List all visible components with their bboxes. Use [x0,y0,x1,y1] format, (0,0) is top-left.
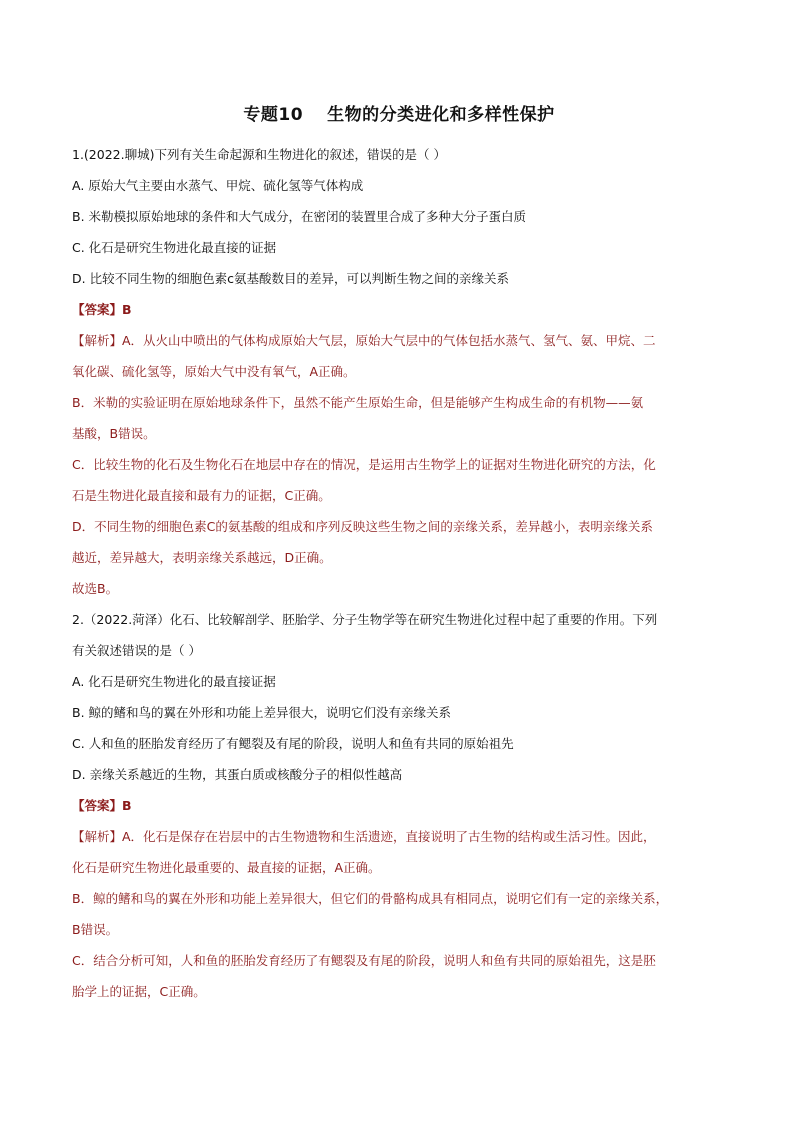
question-1-analysis-line: C．比较生物的化石及生物化石在地层中存在的情况，是运用古生物学上的证据对生物进化研究的方法，化 [72,457,656,472]
question-1-option-a: A. 原始大气主要由水蒸气、甲烷、硫化氢等气体构成 [72,178,364,193]
question-2-analysis-line: 化石是研究生物进化最重要的、最直接的证据，A正确。 [72,860,381,875]
question-2-answer: 【答案】B [72,798,132,813]
question-1-analysis-line: D．不同生物的细胞色素C的氨基酸的组成和序列反映这些生物之间的亲缘关系，差异越小，表明亲缘关系 [72,519,653,534]
question-1 [72,139,726,604]
question-1-option-b: B. 米勒模拟原始地球的条件和大气成分，在密闭的装置里合成了多种大分子蛋白质 [72,209,527,224]
question-2-analysis-line: B．鲸的鳍和鸟的翼在外形和功能上差异很大，但它们的骨骼构成具有相同点，说明它们有一定的亲缘关系， [72,891,669,906]
title-topic-number: 专题10 [243,105,304,125]
question-1-analysis-line: B．米勒的实验证明在原始地球条件下，虽然不能产生原始生命，但是能够产生构成生命的有机物——氨 [72,395,644,410]
title-topic-name: 生物的分类进化和多样性保护 [327,105,555,125]
document-page [72,100,726,1007]
question-2-analysis-line: 胎学上的证据，C正确。 [72,984,206,999]
question-1-analysis-line: 【解析】A．从火山中喷出的气体构成原始大气层，原始大气层中的气体包括水蒸气、氢气、氨、甲烷、二 [72,333,656,348]
question-1-analysis-line: 石是生物进化最直接和最有力的证据，C正确。 [72,488,331,503]
question-1-option-d: D. 比较不同生物的细胞色素c氨基酸数目的差异，可以判断生物之间的亲缘关系 [72,271,509,286]
question-2-stem: 2.（2022.菏泽）化石、比较解剖学、胚胎学、分子生物学等在研究生物进化过程中起了重要的作用。下列 [72,612,658,627]
question-1-analysis-line: 越近，差异越大，表明亲缘关系越远，D正确。 [72,550,332,565]
question-1-option-c: C. 化石是研究生物进化最直接的证据 [72,240,277,255]
question-1-stem: 1.(2022.聊城)下列有关生命起源和生物进化的叙述，错误的是（ ） [72,147,446,162]
question-2-option-a: A. 化石是研究生物进化的最直接证据 [72,674,276,689]
question-2 [72,604,726,1007]
page-title [72,100,726,125]
question-2-analysis-line: 【解析】A．化石是保存在岩层中的古生物遗物和生活遗迹，直接说明了古生物的结构或生活习性。因此， [72,829,656,844]
question-2-option-b: B. 鲸的鳍和鸟的翼在外形和功能上差异很大，说明它们没有亲缘关系 [72,705,452,720]
question-2-option-c: C. 人和鱼的胚胎发育经历了有鳃裂及有尾的阶段，说明人和鱼有共同的原始祖先 [72,736,514,751]
question-1-answer: 【答案】B [72,302,132,317]
question-2-stem: 有关叙述错误的是（ ） [72,643,201,658]
question-2-analysis-line: B错误。 [72,922,119,937]
question-1-conclusion: 故选B。 [72,581,119,596]
question-2-analysis-line: C．结合分析可知，人和鱼的胚胎发育经历了有鳃裂及有尾的阶段，说明人和鱼有共同的原始祖先，这是胚 [72,953,656,968]
question-2-option-d: D. 亲缘关系越近的生物，其蛋白质或核酸分子的相似性越高 [72,767,403,782]
question-1-analysis-line: 氧化碳、硫化氢等，原始大气中没有氧气，A正确。 [72,364,356,379]
question-1-analysis-line: 基酸，B错误。 [72,426,156,441]
